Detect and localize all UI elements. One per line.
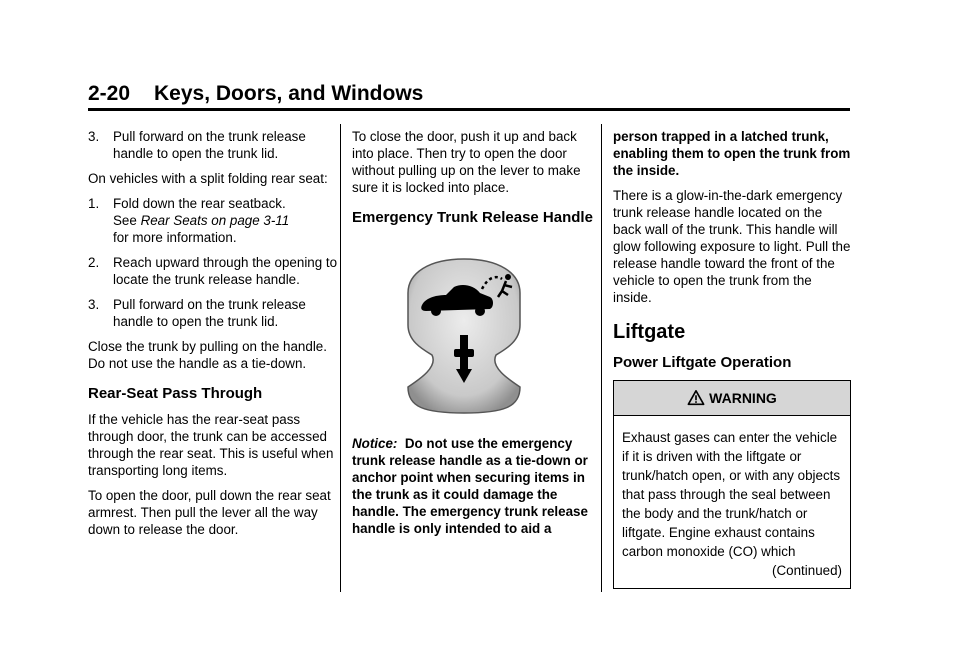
paragraph: To close the door, push it up and back into place. Then try to open the door without pulling up on the lever to make sure it is locked into place. [352,129,581,195]
paragraph: If the vehicle has the rear-seat pass through door, the trunk can be accessed through the rear seat. This is useful when transporting long items. [88,412,334,478]
warning-box [613,380,851,589]
list-item [88,296,338,330]
list-number: 3. [88,297,100,312]
list-item [88,254,338,288]
see-text: See [113,213,137,228]
paragraph: To open the door, pull down the rear seat armrest. Then pull the lever all the way down to release the door. [88,488,331,537]
list-number: 1. [88,196,100,211]
column-divider [340,124,341,592]
warning-body [614,416,850,588]
warning-triangle-icon [687,389,705,407]
warning-header [614,381,850,416]
section-heading: Liftgate [613,321,686,343]
cross-reference-link[interactable]: Rear Seats on page 3-11 [140,213,290,228]
list-text [113,195,338,246]
warning-label: WARNING [709,389,777,406]
page-number: 2-20 [88,82,131,105]
list-text: Pull forward on the trunk release handle to open the trunk lid. [113,129,306,161]
paragraph: On vehicles with a split folding rear seat: [88,171,328,186]
warning-text: Exhaust gases can enter the vehicle if it is driven with the liftgate or trunk/hatch open, or with any objects that pass through the seal between the body and the trunk/hatch or liftgate. Engine exhaust contains carbon monoxide (CO) which [622,430,841,559]
subsection-heading: Power Liftgate Operation [613,354,792,371]
list-item [88,195,338,246]
chapter-title: Keys, Doors, and Windows [154,82,424,105]
list-number: 3. [88,129,100,144]
notice-continuation: person trapped in a latched trunk, enabling them to open the trunk from the inside. [613,129,851,178]
notice-label: Notice: [352,436,398,451]
more-info-text: for more information. [113,230,237,245]
notice-text: Do not use the emergency trunk release handle as a tie-down or anchor point when securing items in the trunk as it could damage the handle. The emergency trunk release handle is only intended to aid a [352,436,588,536]
list-item [88,128,338,162]
list-number: 2. [88,255,100,270]
page-header [88,78,850,111]
column-left [88,128,338,546]
column-right [613,128,853,589]
step-text: Fold down the rear seatback. [113,196,286,211]
list-text: Reach upward through the opening to locate the trunk release handle. [113,255,338,287]
list-text: Pull forward on the trunk release handle to open the trunk lid. [113,297,306,329]
paragraph: Close the trunk by pulling on the handle. Do not use the handle as a tie-down. [88,339,327,371]
section-heading: Emergency Trunk Release Handle [352,209,593,226]
column-divider [601,124,602,592]
emergency-trunk-handle-icon [404,255,524,415]
paragraph: There is a glow-in-the-dark emergency trunk release handle located on the back wall of the trunk. This handle will glow following exposure to light. Pull the release handle toward the front of the vehicle to open the trunk from the inside. [613,188,851,305]
continued-label: (Continued) [772,563,842,578]
section-heading: Rear-Seat Pass Through [88,385,263,402]
notice-paragraph [352,435,594,537]
column-middle [352,128,594,545]
